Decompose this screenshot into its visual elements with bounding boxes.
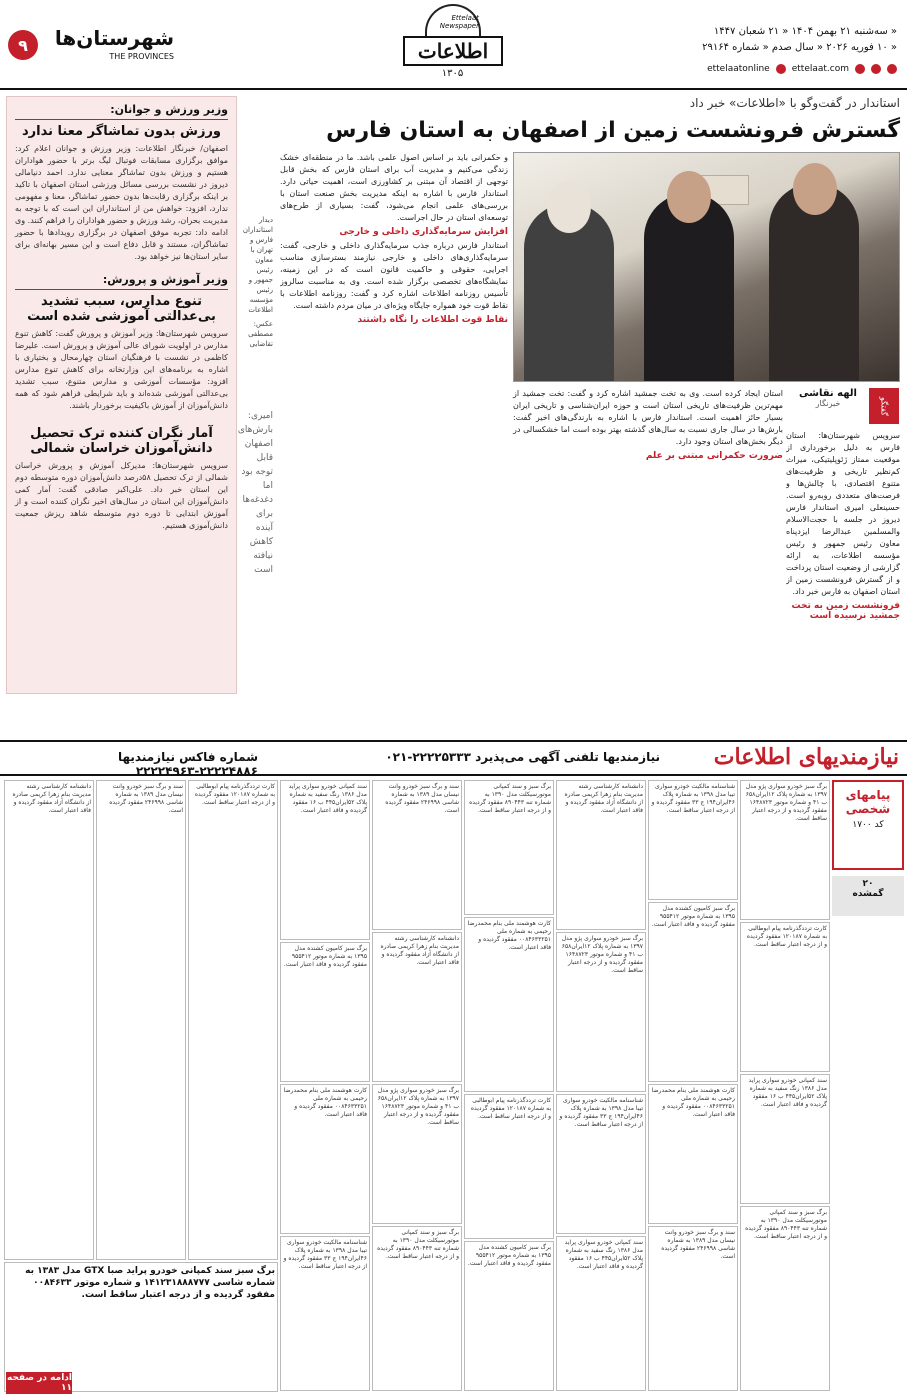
instagram-icon [887, 64, 897, 74]
article-col-1 [786, 430, 900, 696]
ad-item[interactable]: دانشنامه کارشناسی رشته مدیریت بنام زهرا کریمی صادره از دانشگاه آزاد مفقود گردیده و فاقد اعتبار است. [372, 932, 462, 1082]
personal-messages-title: پیامهای شخصی [845, 788, 891, 816]
ad-item[interactable]: سند کمپانی خودرو سواری پراید مدل ۱۳۸۶ رنگ سفید به شماره پلاک ۵۲ایران۴۴۵ ب ۱۶ مفقود گردیده و فاقد اعتبار است. [740, 1074, 830, 1204]
continue-on-page-button[interactable]: ادامه در صفحه ۱۱ [6, 1373, 72, 1393]
date-line-2: « ۱۰ فوریه ۲۰۲۶ « سال صدم « شماره ۲۹۱۶۴ [702, 42, 897, 53]
classifieds-fax: شماره فاکس نیازمندیها ۲۲۲۲۴۸۸۶-۲۲۲۲۴۹۶۳ [117, 750, 258, 778]
ad-subgrid [4, 780, 278, 1260]
sidebar-story-education [7, 267, 236, 416]
twitter-icon [855, 64, 865, 74]
personal-messages-code: کد ۱۷۰۰ [852, 820, 884, 830]
story-title[interactable]: ورزش بدون تماشاگر معنا ندارد [21, 124, 222, 139]
person-left-turban [547, 181, 591, 233]
story-source: وزیر ورزش و جوانان: [15, 103, 228, 120]
article-text: استان ایجاد کرده است. وی به تخت جمشید اشاره کرد و گفت: تخت جمشید از مهم‌ترین ظرفیت‌های تاریخی استان است و حوزه ایران‌شناسی و تاریخی ایران بسیار حائز اهمیت است. استاندار فارس با اشاره به بارندگی‌های اخیر گفت: بارش‌ها در سال جاری نسبت به سال‌های گذشته بهتر بوده است اما خشکسالی در دیگر بخش‌های استان وجود دارد. [513, 389, 783, 446]
ad-item[interactable]: برگ سبز و سند کمپانی موتورسیکلت مدل ۱۳۹۰ به شماره تنه ۸۹۰۴۴۳ مفقود گردیده و از درجه اعتبار ساقط است. [372, 1226, 462, 1391]
article-text: استاندار فارس درباره جذب سرمایه‌گذاری داخلی و خارجی، گفت: سرمایه‌گذاری‌های داخلی و خارجی نیازمند بسترسازی مناسب اجرایی، حقوقی و حاکمیت قانون است که در این زمینه، نمایشگاه‌های تخصصی برگزار شده است. وی به مناسبت سالروز تأسیس روزنامه اطلاعات اشاره کرد و گفت: روزنامه اطلاعات با نقاط قوت خود همواره جایگاه ویژه‌ای در میان مردم داشته است. [280, 241, 508, 310]
ad-item[interactable]: دانشنامه کارشناسی رشته مدیریت بنام زهرا کریمی صادره از دانشگاه آزاد مفقود گردیده و فاقد اعتبار است. [4, 780, 94, 1260]
classifieds-index [832, 780, 904, 1397]
ad-item[interactable]: برگ سبز خودرو سواری پژو مدل ۱۳۹۷ به شماره پلاک ۱۲ایران۶۵۸ ب ۴۱ و شماره موتور ۱۶۴۸۷۲۳ مفقود گردیده و از درجه اعتبار ساقط است. [556, 932, 646, 1092]
ad-item[interactable]: کارت هوشمند ملی بنام محمدرضا رحیمی به شماره ملی ۰۰۸۴۶۳۳۲۵۱ مفقود گردیده و فاقد اعتبار است. [464, 917, 554, 1092]
date-line-1: « سه‌شنبه ۲۱ بهمن ۱۴۰۴ « ۲۱ شعبان ۱۴۴۷ [713, 26, 897, 37]
classifieds-phone: نیازمندیها تلفنی آگهی می‌پذیرد ۲۲۲۲۵۳۳۳-۰۲۱ [385, 750, 660, 764]
section-title: شهرستان‌ها [54, 26, 174, 50]
newspaper-logo[interactable] [395, 4, 510, 78]
ad-item[interactable]: سند کمپانی خودرو سواری پراید مدل ۱۳۸۶ رنگ سفید به شماره پلاک ۵۲ایران۴۴۵ ب ۱۶ مفقود گردیده و فاقد اعتبار است. [280, 780, 370, 940]
telegram-icon [871, 64, 881, 74]
ad-column [556, 780, 646, 1397]
classifieds-title: نیازمندیهای اطلاعات [713, 744, 899, 770]
header-divider [0, 88, 907, 90]
news-sidebar [6, 96, 237, 694]
article-col-3 [280, 152, 508, 696]
ad-item[interactable]: سند و برگ سبز خودرو وانت نیسان مدل ۱۳۸۹ به شماره شاسی ۲۴۶۹۹۸ مفقود گردیده است. [372, 780, 462, 930]
article-subhead: افزایش سرمایه‌گذاری داخلی و خارجی [339, 227, 508, 237]
lost-code: ۲۰ [862, 879, 874, 889]
article-subhead: ضرورت حکمرانی مبتنی بر علم [645, 451, 783, 461]
website-link[interactable]: ettelaat.com [791, 64, 849, 74]
author-role: خبرنگار [815, 399, 841, 408]
article-col-2 [513, 388, 783, 696]
caption-column [238, 215, 273, 685]
date-block [667, 24, 897, 56]
story-body: سرویس شهرستان‌ها: وزیر آموزش و پرورش گفت: کاهش تنوع مدارس در اولویت شورای عالی آموزش و پرورش است. علیرضا کاظمی در نشست با فرهنگیان استان چهارمحال و بختیاری با اشاره به برنامه‌های این وزارتخانه برای کاهش تنوع مدارس افزود: مؤسسات آموزشی و مدارس متنوع، سبب تشدید بی‌عدالتی آموزشی شده‌اند و باید شرایطی فراهم شود که همه دانش‌آموزان از آموزش باکیفیت برخوردار باشند. [15, 329, 228, 410]
article-text: سرویس شهرستان‌ها: استان فارس به دلیل برخورداری از موقعیت ممتاز ژئوپلیتیکی، میراث کم‌نظیر تاریخی و ظرفیت‌های متنوع اقتصادی، با چالش‌ها و فرصت‌های متعددی روبه‌رو است. حسینعلی امیری استاندار فارس دیروز در جلسه با حجت‌الاسلام والمسلمین عبدالرضا ایزدپناه معاون رئیس جمهور و رئیس مؤسسه اطلاعات، به ارائه گزارشی از وضعیت استان پرداخت و از گسترش فرونشست زمین از استان اصفهان به فارس خبر داد. [786, 431, 900, 596]
ad-item[interactable]: کارت ترددگذرنامه پیام ابوطالبی به شماره ۱۲۰۱۸۷ مفقود گردیده و از درجه اعتبار ساقط است. [464, 1094, 554, 1239]
story-body: اصفهان/ خبرنگار اطلاعات: وزیر ورزش و جوانان اعلام کرد: موافق برگزاری مسابقات فوتبال لیگ برتر با حضور هواداران هستیم و ورزش بدون تماشاگر معنایی ندارد. احمد دنیامالی دیروز در نشست بررسی مسائل ورزشی استان اصفهان با تاکید بر اینکه برگزاری رقابت‌ها بدون حضور تماشاگر، معنا و مفهومی ندارد، افزود: خواهش من از استانداران این است که با توجه به مدیریت بحران، رشد ورزش و حضور هواداران را فراهم کنند. وی ادامه داد: تجربه موفق اصفهان در برگزاری رویدادها با حضور تماشاگران، مستند و قابل دفاع است و این مسیر بهانه‌ای برای سایر استان‌ها نیز خواهد بود. [15, 144, 228, 261]
logo-text: اطلاعات [403, 36, 503, 66]
ad-column [648, 780, 738, 1397]
classifieds-grid [4, 780, 830, 1397]
ad-item-featured[interactable]: برگ سبز سند کمپانی خودرو پراید صبا GTX مدل ۱۳۸۳ به شماره شاسی ۱۴۱۲۳۱۸۸۸۷۷۷ و شماره موتور ۰۰۸۴۶۳۳ مفقود گردیده و از درجه اعتبار ساقط است. [4, 1262, 278, 1392]
ad-column [740, 780, 830, 1397]
article-photo[interactable] [513, 152, 900, 382]
interview-badge: گفتگو [869, 388, 899, 424]
story-source: وزیر آموزش و پرورش: [15, 273, 228, 290]
page-header [0, 0, 907, 88]
article-headline[interactable]: گسترش فرونشست زمین از اصفهان به استان فارس [326, 118, 900, 143]
ad-item[interactable]: شناسنامه مالکیت خودرو سواری تیبا مدل ۱۳۹۸ به شماره پلاک ۴۶ایران۱۹۴ ج ۳۳ مفقود گردیده و از درجه اعتبار ساقط است. [556, 1094, 646, 1234]
ad-column [464, 780, 554, 1397]
youtube-icon [776, 64, 786, 74]
personal-messages-box[interactable] [832, 780, 904, 870]
ad-item[interactable]: کارت هوشمند ملی بنام محمدرضا رحیمی به شماره ملی ۰۰۸۴۶۳۳۲۵۱ مفقود گردیده و فاقد اعتبار است. [648, 1084, 738, 1224]
social-links [667, 64, 897, 74]
photo-credit: عکس: مصطفی تقاضایی [248, 320, 273, 348]
person-right-head [793, 163, 837, 215]
article-subhead: نقاط قوت اطلاعات را نگاه داشتند [357, 315, 508, 325]
lost-title: گمشده [852, 889, 884, 899]
author-name: الهه نقاشی [799, 388, 857, 399]
ad-item[interactable]: برگ سبز خودرو سواری پژو مدل ۱۳۹۷ به شماره پلاک ۱۲ایران۶۵۸ ب ۴۱ و شماره موتور ۱۶۴۸۷۲۳ مفقود گردیده و از درجه اعتبار ساقط است. [740, 780, 830, 920]
ad-item[interactable]: سند کمپانی خودرو سواری پراید مدل ۱۳۸۶ رنگ سفید به شماره پلاک ۵۲ایران۴۴۵ ب ۱۶ مفقود گردیده و فاقد اعتبار است. [556, 1236, 646, 1391]
ad-item[interactable]: کارت ترددگذرنامه پیام ابوطالبی به شماره ۱۲۰۱۸۷ مفقود گردیده و از درجه اعتبار ساقط است. [188, 780, 278, 1260]
ad-item[interactable]: برگ سبز خودرو سواری پژو مدل ۱۳۹۷ به شماره پلاک ۱۲ایران۶۵۸ ب ۴۱ و شماره موتور ۱۶۴۸۷۲۳ مفقود گردیده و از درجه اعتبار ساقط است. [372, 1084, 462, 1224]
ad-item[interactable]: کارت ترددگذرنامه پیام ابوطالبی به شماره ۱۲۰۱۸۷ مفقود گردیده و از درجه اعتبار ساقط است. [740, 922, 830, 1072]
ad-item[interactable]: شناسنامه مالکیت خودرو سواری تیبا مدل ۱۳۹۸ به شماره پلاک ۴۶ایران۱۹۴ ج ۳۳ مفقود گردیده و از درجه اعتبار ساقط است. [280, 1236, 370, 1391]
ad-item[interactable]: شناسنامه مالکیت خودرو سواری تیبا مدل ۱۳۹۸ به شماره پلاک ۴۶ایران۱۹۴ ج ۳۳ مفقود گردیده و از درجه اعتبار ساقط است. [648, 780, 738, 900]
ad-item[interactable]: سند و برگ سبز خودرو وانت نیسان مدل ۱۳۸۹ به شماره شاسی ۲۴۶۹۹۸ مفقود گردیده است. [96, 780, 186, 1260]
ad-item[interactable]: برگ سبز کامیون کشنده مدل ۱۳۹۵ به شماره موتور ۹۵۵۴۱۲ مفقود گردیده و فاقد اعتبار است. [464, 1241, 554, 1391]
social-handle[interactable]: ettelaatonline [707, 64, 770, 74]
story-title[interactable]: تنوع مدارس، سبب تشدید بی‌عدالتی آموزشی شده است [27, 294, 216, 324]
ad-column [372, 780, 462, 1397]
story-body: سرویس شهرستان‌ها: مدیرکل آموزش و پرورش خراسان شمالی از ترک تحصیل ۵۸درصد دانش‌آموزان دوره متوسطه دوم این استان خبر داد. علی‌اکبر صادقی گفت: آمار کمی دانش‌آموزان این استان در سال‌های اخیر نگران کننده است و از آموزش ابتدایی تا دوره دوم متوسطه شاهد ریزش جمعیت دانش‌آموزی هستیم. [15, 461, 228, 530]
pull-quote: امیری: بارش‌های اصفهان قابل توجه بود اما دغدغه‌ها برای آینده کاهش نیافته است [237, 411, 273, 575]
ad-item[interactable]: برگ سبز کامیون کشنده مدل ۱۳۹۵ به شماره موتور ۹۵۵۴۱۲ مفقود گردیده و فاقد اعتبار است. [648, 902, 738, 1082]
logo-ring: Ettelaat Newspaper [425, 4, 481, 38]
ad-column-wide [4, 780, 278, 1397]
ad-item[interactable]: سند و برگ سبز خودرو وانت نیسان مدل ۱۳۸۹ به شماره شاسی ۲۴۶۹۹۸ مفقود گردیده است. [648, 1226, 738, 1391]
photo-caption: دیدار استانداران فارس و تهران با معاون رئیس جمهور و رئیس مؤسسه اطلاعات [242, 216, 273, 314]
article-subhead: فرونشست زمین به تخت جمشید نرسیده است [791, 601, 900, 621]
ad-item[interactable]: برگ سبز و سند کمپانی موتورسیکلت مدل ۱۳۹۰ به شماره تنه ۸۹۰۴۴۳ مفقود گردیده و از درجه اعتبار ساقط است. [740, 1206, 830, 1391]
sidebar-story-sports [7, 97, 236, 267]
ad-item[interactable]: کارت هوشمند ملی بنام محمدرضا رحیمی به شماره ملی ۰۰۸۴۶۳۳۲۵۱ مفقود گردیده و فاقد اعتبار است. [280, 1084, 370, 1234]
ad-item[interactable]: دانشنامه کارشناسی رشته مدیریت بنام زهرا کریمی صادره از دانشگاه آزاد مفقود گردیده و فاقد اعتبار است. [556, 780, 646, 930]
author-box [791, 388, 899, 428]
ad-item[interactable]: برگ سبز کامیون کشنده مدل ۱۳۹۵ به شماره موتور ۹۵۵۴۱۲ مفقود گردیده و فاقد اعتبار است. [280, 942, 370, 1082]
sidebar-story-dropout [7, 416, 236, 536]
ad-item[interactable]: برگ سبز و سند کمپانی موتورسیکلت مدل ۱۳۹۰ به شماره تنه ۸۹۰۴۴۳ مفقود گردیده و از درجه اعتبار ساقط است. [464, 780, 554, 915]
article-text: و حکمرانی باید بر اساس اصول علمی باشد. ما در منطقه‌ای خشک زندگی می‌کنیم و مدیریت آب برای استان فارس که بخش قابل توجهی از اقتصاد آن مبتنی بر کشاورزی است، اهمیت حیاتی دارد. استاندار فارس با اشاره به اینکه مدیریت بخش صنعت استان با بررسی‌های علمی انجام می‌شود، گفت: بسیاری از طرح‌های توسعه‌ای استان در حال اجراست. [280, 153, 508, 222]
article-kicker: استاندار در گفت‌وگو با «اطلاعات» خبر داد [689, 96, 900, 110]
classifieds-header [0, 740, 907, 776]
person-middle-head [667, 171, 711, 223]
lost-category-box[interactable] [832, 876, 904, 916]
page-number-badge: ۹ [8, 30, 38, 60]
ad-column [280, 780, 370, 1397]
logo-year: ۱۳۰۵ [441, 68, 464, 79]
section-subtitle: THE PROVINCES [109, 52, 174, 61]
story-title[interactable]: آمار نگران کننده ترک تحصیل دانش‌آموزان خراسان شمالی [30, 426, 213, 456]
